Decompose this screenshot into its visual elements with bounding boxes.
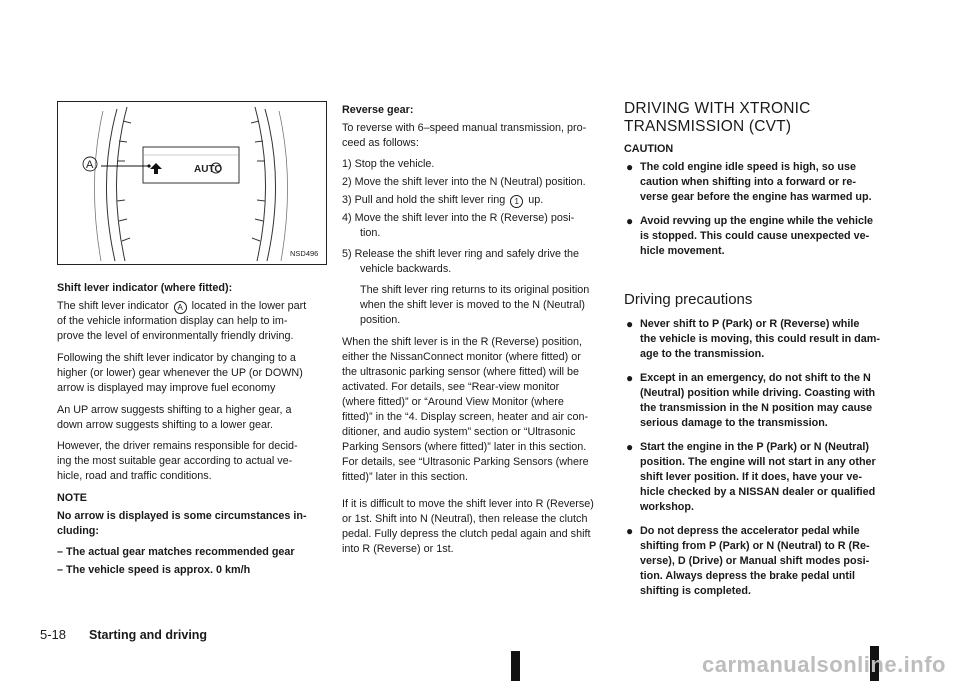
note-text: No arrow is displayed is some circumstances in- cluding: xyxy=(57,510,307,537)
callout-a-inline: A xyxy=(174,301,187,314)
step-3: 3) Pull and hold the shift lever ring 1 up. xyxy=(342,194,544,206)
bullet-icon: ● xyxy=(626,214,634,228)
step-2: 2) Move the shift lever into the N (Neutral) position. xyxy=(342,176,586,188)
page-marker-left xyxy=(511,651,520,681)
step-4: 4) Move the shift lever into the R (Reverse) posi- tion. xyxy=(342,212,575,239)
bullet-icon: ● xyxy=(626,440,634,454)
shift-indicator-paragraph-4: However, the driver remains responsible for decid- ing the most suitable gear according to actual ve- hicle, road and traffic conditions. xyxy=(57,440,298,482)
note-dash-item-2: – The vehicle speed is approx. 0 km/h xyxy=(57,564,251,576)
note-label: NOTE xyxy=(57,492,87,504)
caution-label: CAUTION xyxy=(624,143,674,155)
callout-a: A xyxy=(86,159,94,171)
reverse-difficult-paragraph: If it is difficult to move the shift lever into R (Reverse) or 1st. Shift into N (Neutral), then release the clutch pedal. Fully depress the clutch pedal again and shift into R (Reverse) or 1st. xyxy=(342,498,594,555)
reverse-gear-heading: Reverse gear: xyxy=(342,104,414,116)
driving-precautions-title: Driving precautions xyxy=(624,291,753,308)
shift-indicator-illustration xyxy=(57,101,327,265)
display-auto-text: AUTO xyxy=(194,164,223,175)
bullet-icon: ● xyxy=(626,160,634,174)
reverse-intro: To reverse with 6–speed manual transmission, pro- ceed as follows: xyxy=(342,122,587,149)
bullet-icon: ● xyxy=(626,524,634,538)
bullet-icon: ● xyxy=(626,371,634,385)
figure-code: NSD496 xyxy=(290,249,319,258)
step-5-note: The shift lever ring returns to its original position when the shift lever is moved to the N (Neutral) position. xyxy=(360,284,590,326)
bullet-icon: ● xyxy=(626,317,634,331)
page-number: 5-18 xyxy=(40,627,67,642)
shift-indicator-heading: Shift lever indicator (where fitted): xyxy=(57,282,233,294)
callout-1-inline: 1 xyxy=(510,195,523,208)
section-title: DRIVING WITH XTRONIC TRANSMISSION (CVT) xyxy=(624,100,811,135)
reverse-monitor-paragraph: When the shift lever is in the R (Reverse) position, either the NissanConnect monitor (where fitted) or the ultrasonic parking sensor (where fitted) will be activated. For details, see “Rear-view monitor (where fitted)” or “Around View Monitor (where fitted)” in the “4. Display screen, heater and air con- ditioner, and audio system” section or “Ultrasonic Parking Sensors (where fitted)” later in this section. For details, see “Ultrasonic Parking Sensors (where fitted)” later in this section. xyxy=(342,336,589,483)
section-name: Starting and driving xyxy=(89,628,208,642)
shift-indicator-paragraph-1: The shift lever indicator A located in the lower part of the vehicle information display can help to im- prove the level of environmentally friendly driving. xyxy=(57,300,307,342)
step-5: 5) Release the shift lever ring and safely drive the vehicle backwards. xyxy=(342,248,580,275)
shift-indicator-paragraph-3: An UP arrow suggests shifting to a higher gear, a down arrow suggests shifting to a lower gear. xyxy=(57,404,292,431)
note-dash-item-1: – The actual gear matches recommended gear xyxy=(57,546,295,558)
step-1: 1) Stop the vehicle. xyxy=(342,158,435,170)
shift-indicator-paragraph-2: Following the shift lever indicator by changing to a higher (or lower) gear whenever the UP (or DOWN) arrow is displayed may improve fuel economy xyxy=(57,352,303,394)
watermark: carmanualsonline.info xyxy=(702,652,946,677)
